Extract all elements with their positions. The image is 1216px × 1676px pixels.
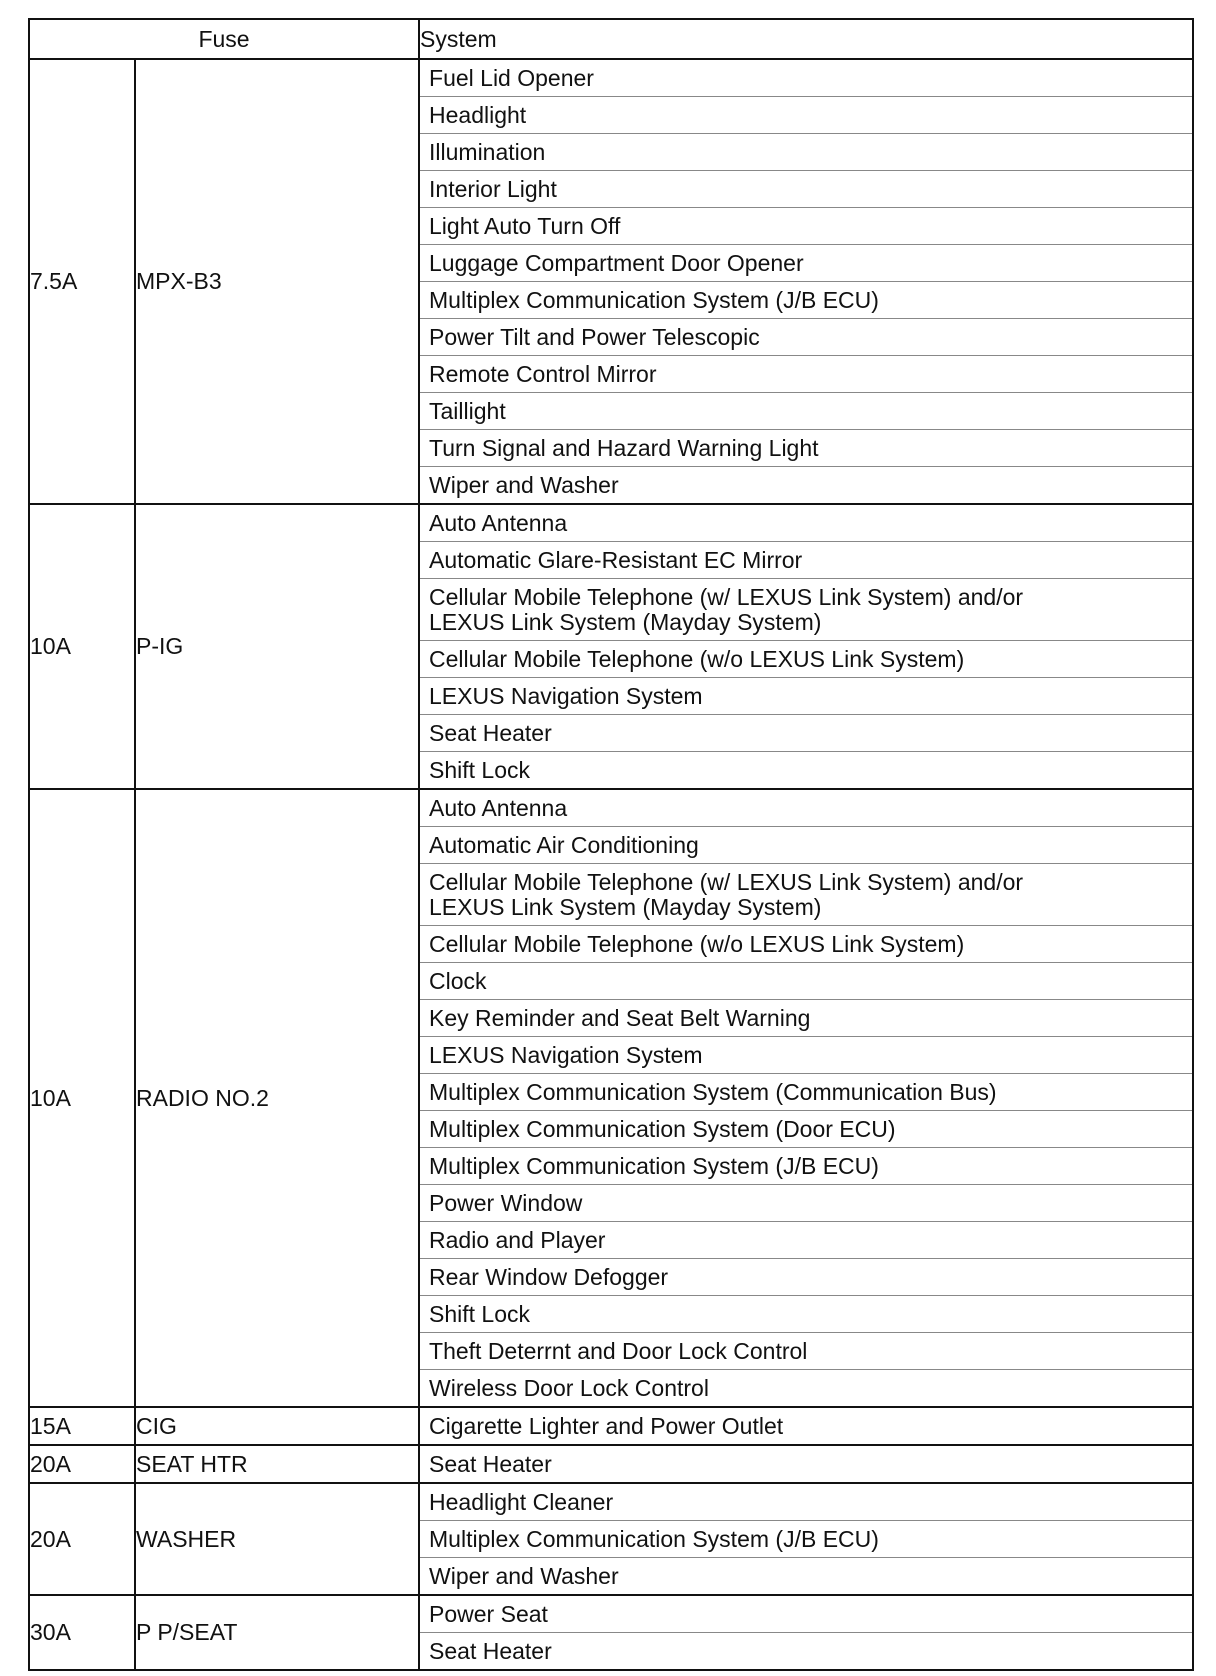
system-item: Remote Control Mirror: [420, 355, 1192, 392]
system-item: Cellular Mobile Telephone (w/o LEXUS Link System): [420, 640, 1192, 677]
system-item: Light Auto Turn Off: [420, 207, 1192, 244]
fuse-amperage: 10A: [29, 504, 135, 789]
table-row: [29, 1483, 1193, 1595]
table-header-row: [29, 19, 1193, 59]
system-item: Cigarette Lighter and Power Outlet: [429, 1413, 784, 1439]
system-item: Turn Signal and Hazard Warning Light: [420, 429, 1192, 466]
fuse-amperage: 20A: [29, 1483, 135, 1595]
system-item: Shift Lock: [420, 1295, 1192, 1332]
fuse-amperage: 10A: [29, 789, 135, 1407]
header-system: System: [419, 19, 1193, 59]
fuse-name: RADIO NO.2: [135, 789, 419, 1407]
table-row: [29, 789, 1193, 1407]
fuse-systems: [419, 1595, 1193, 1670]
table-row: [29, 504, 1193, 789]
system-item: Fuel Lid Opener: [429, 65, 594, 91]
system-item: Power Seat: [429, 1601, 548, 1627]
system-item: Seat Heater: [420, 1632, 1192, 1669]
system-item: Multiplex Communication System (J/B ECU): [420, 281, 1192, 318]
fuse-systems: [419, 789, 1193, 1407]
fuse-amperage: 20A: [29, 1445, 135, 1483]
system-item: Illumination: [420, 133, 1192, 170]
system-item: Seat Heater: [429, 1451, 552, 1477]
system-item: Theft Deterrnt and Door Lock Control: [420, 1332, 1192, 1369]
system-item: Taillight: [420, 392, 1192, 429]
table-row: [29, 1407, 1193, 1445]
system-item: Auto Antenna: [429, 510, 568, 536]
system-item: LEXUS Navigation System: [420, 677, 1192, 714]
fuse-amperage: 7.5A: [29, 59, 135, 504]
system-item: Multiplex Communication System (Door ECU): [420, 1110, 1192, 1147]
fuse-systems: [419, 59, 1193, 504]
system-item: Shift Lock: [420, 751, 1192, 788]
fuse-name: CIG: [135, 1407, 419, 1445]
system-item: LEXUS Navigation System: [420, 1036, 1192, 1073]
table-row: [29, 1445, 1193, 1483]
fuse-amperage: 30A: [29, 1595, 135, 1670]
fuse-table: [28, 18, 1194, 1671]
fuse-systems: [419, 1445, 1193, 1483]
fuse-systems: [419, 1483, 1193, 1595]
table-row: [29, 59, 1193, 504]
system-item: Auto Antenna: [429, 795, 568, 821]
system-item: Multiplex Communication System (Communication Bus): [420, 1073, 1192, 1110]
system-item: Power Tilt and Power Telescopic: [420, 318, 1192, 355]
system-item: Luggage Compartment Door Opener: [420, 244, 1192, 281]
fuse-systems: [419, 504, 1193, 789]
fuse-systems: [419, 1407, 1193, 1445]
system-item: Seat Heater: [420, 714, 1192, 751]
header-fuse: Fuse: [29, 19, 419, 59]
system-item: Automatic Air Conditioning: [420, 826, 1192, 863]
system-item: Wiper and Washer: [420, 1557, 1192, 1594]
fuse-table-body: [29, 59, 1193, 1670]
fuse-name: P P/SEAT: [135, 1595, 419, 1670]
system-item: Headlight: [420, 96, 1192, 133]
system-item: Multiplex Communication System (J/B ECU): [420, 1147, 1192, 1184]
table-row: [29, 1595, 1193, 1670]
system-item: Cellular Mobile Telephone (w/ LEXUS Link System) and/or LEXUS Link System (Mayday System): [420, 863, 1192, 925]
system-item: Wireless Door Lock Control: [420, 1369, 1192, 1406]
fuse-name: WASHER: [135, 1483, 419, 1595]
system-item: Power Window: [420, 1184, 1192, 1221]
fuse-amperage: 15A: [29, 1407, 135, 1445]
system-item: Cellular Mobile Telephone (w/ LEXUS Link System) and/or LEXUS Link System (Mayday System): [420, 578, 1192, 640]
fuse-name: MPX-B3: [135, 59, 419, 504]
system-item: Clock: [420, 962, 1192, 999]
system-item: Radio and Player: [420, 1221, 1192, 1258]
system-item: Key Reminder and Seat Belt Warning: [420, 999, 1192, 1036]
system-item: Rear Window Defogger: [420, 1258, 1192, 1295]
system-item: Multiplex Communication System (J/B ECU): [420, 1520, 1192, 1557]
system-item: Interior Light: [420, 170, 1192, 207]
system-item: Headlight Cleaner: [429, 1489, 614, 1515]
fuse-name: SEAT HTR: [135, 1445, 419, 1483]
system-item: Automatic Glare-Resistant EC Mirror: [420, 541, 1192, 578]
system-item: Cellular Mobile Telephone (w/o LEXUS Link System): [420, 925, 1192, 962]
system-item: Wiper and Washer: [420, 466, 1192, 503]
fuse-name: P-IG: [135, 504, 419, 789]
